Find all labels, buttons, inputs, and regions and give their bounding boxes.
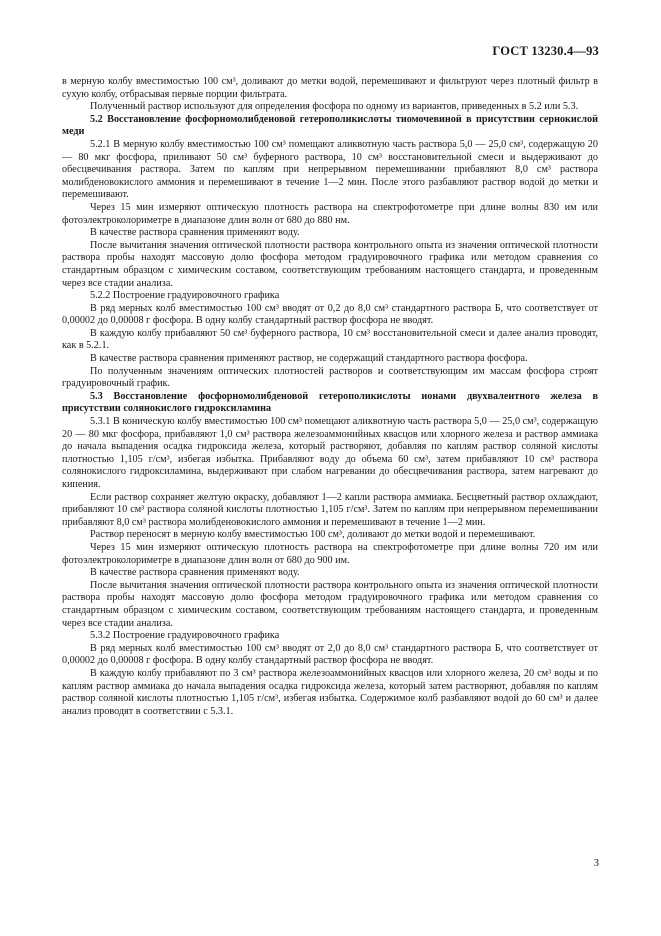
- paragraph: Раствор переносят в мерную колбу вместимостью 100 см³, доливают до метки водой и перемешивают.: [90, 529, 536, 541]
- paragraph: В ряд мерных колб вместимостью 100 см³ вводят от 0,2 до 8,0 см³ стандартного раствора Б, что соответствует от 0,00002 до 0,00008 г фосфора. В одну колбу стандартный раствор фосфора не вводят.: [62, 302, 598, 327]
- subsection-title-5-2-2: 5.2.2 Построение градуировочного графика: [90, 290, 280, 302]
- paragraph: 5.2.1 В мерную колбу вместимостью 100 см³ помещают аликвотную часть раствора 5,0 — 25,0 см³, содержащую 20 — 80 мкг фосфора, приливают 50 см³ буферного раствора, 10 см³ восстановительной смеси и выдерживают до обесцвечивания раствора. Затем по каплям при непрерывном перемешивании прибавляют 8,0 см³ раствора молибденовокислого аммония и перемешивают в течение 1—2 мин. После этого разбавляют раствор водой до метки и перемешивают.: [62, 138, 598, 201]
- paragraph: После вычитания значения оптической плотности раствора контрольного опыта из значения оптической плотности раствора пробы находят массовую долю фосфора методом градуировочного графика или методом сравнения со стандартным образцом с химическим составом, соответствующим требованиям настоящего стандарта, и проведенным через все стадии анализа.: [62, 579, 598, 629]
- paragraph: в мерную колбу вместимостью 100 см³, доливают до метки водой, перемешивают и фильтруют через плотный фильтр в сухую колбу, отбрасывая первые порции фильтрата.: [62, 76, 598, 100]
- paragraph: Через 15 мин измеряют оптическую плотность раствора на спектрофотометре при длине волны 830 им или фотоэлектроколориметре в диапазоне длин волн от 680 до 880 нм.: [62, 201, 598, 226]
- page-number: 3: [593, 858, 599, 869]
- paragraph: По полученным значениям оптических плотностей растворов и соответствующим им массам фосфора строят градуировочный график.: [62, 365, 598, 390]
- section-heading-5-3: 5.3 Восстановление фосфорномолибденовой гетерополикислоты ионами двухвалентного железа в присутствии солянокислого гидроксиламина: [62, 390, 598, 415]
- document-standard-id: ГОСТ 13230.4—93: [492, 44, 599, 58]
- section-heading-5-2: 5.2 Восстановление фосфорномолибденовой гетерополикислоты тиомочевиной в присутствии сернокислой меди: [62, 113, 598, 138]
- paragraph: 5.3.1 В коническую колбу вместимостью 100 см³ помещают аликвотную часть раствора 5,0 — 25,0 см³, содержащую 20 — 80 мкг фосфора, прибавляют 1,0 см³ раствора железоаммонийных квасцов или хлорного железа и раствор аммиака до начала выпадения осадка гидроксида железа, который растворяют, добавляя по каплям раствор соляной кислоты плотностью 1,105 г/см³, избегая избытка. Прибавляют воду до объема 60 см³, затем прибавляют 10 см³ раствора солянокислого гидроксиламина, выдерживают при слабом нагревании до обесцвечивания раствора, затем нагревают до кипения.: [62, 416, 598, 490]
- paragraph: В качестве раствора сравнения применяют воду.: [90, 227, 300, 239]
- document-body: [62, 76, 598, 718]
- paragraph: Если раствор сохраняет желтую окраску, добавляют 1—2 капли раствора аммиака. Бесцветный раствор охлаждают, прибавляют 10 см³ раствора соляной кислоты плотностью 1,105 г/см³. Затем по каплям при непрерывном перемешивании прибавляют 8,0 см³ раствора молибденовокислого аммония и перемешивают в течение 1—2 мин.: [62, 491, 598, 528]
- paragraph: После вычитания значения оптической плотности раствора контрольного опыта из значения оптической плотности раствора пробы находят массовую долю фосфора методом градуировочного графика или методом сравнения со стандартным образцом с химическим составом, соответствующим требованиям настоящего стандарта, и проведенным через все стадии анализа.: [62, 239, 598, 289]
- paragraph: В качестве раствора сравнения применяют раствор, не содержащий стандартного раствора фосфора.: [90, 353, 528, 365]
- paragraph: В каждую колбу прибавляют по 3 см³ раствора железоаммонийных квасцов или хлорного железа, 20 см³ воды и по каплям раствор аммиака до начала выпадения осадка гидроксида железа, который затем растворяют, добавляя по каплям раствор соляной кислоты плотностью 1,105 г/см³, избегая избытка. Содержимое колб разбавляют водой до 60 см³ и далее анализ проводят в соответствии с 5.3.1.: [62, 667, 598, 717]
- paragraph: Полученный раствор используют для определения фосфора по одному из вариантов, приведенных в 5.2 или 5.3.: [90, 101, 579, 113]
- subsection-title-5-3-2: 5.3.2 Построение градуировочного графика: [90, 630, 280, 642]
- paragraph: Через 15 мин измеряют оптическую плотность раствора на спектрофотометре при длине волны 720 им или фотоэлектроколориметре в диапазоне длин волн от 680 до 900 им.: [62, 541, 598, 566]
- paragraph: В качестве раствора сравнения применяют воду.: [90, 567, 300, 579]
- paragraph: В каждую колбу прибавляют 50 см³ буферного раствора, 10 см³ восстановительной смеси и далее анализ проводят, как в 5.2.1.: [62, 327, 598, 352]
- paragraph: В ряд мерных колб вместимостью 100 см³ вводят от 2,0 до 8,0 см³ стандартного раствора Б, что соответствует от 0,00002 до 0,00008 г фосфора. В одну колбу стандартный раствор фосфора не вводят.: [62, 642, 598, 667]
